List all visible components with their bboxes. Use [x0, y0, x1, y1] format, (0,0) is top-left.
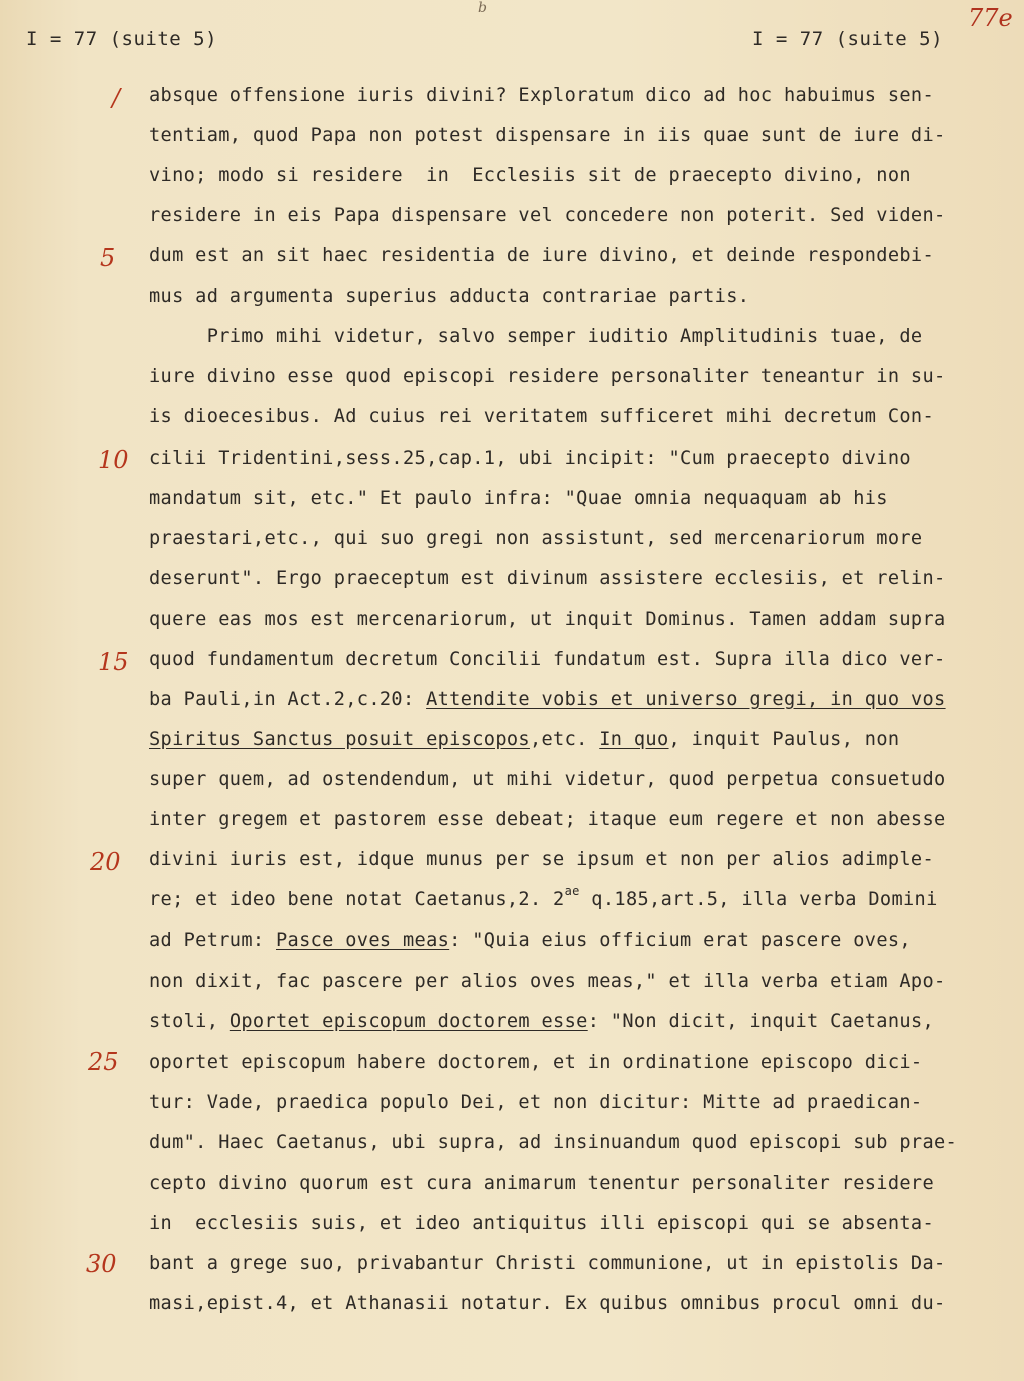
text-line: bant a grege suo, privabantur Christi communione, ut in epistolis Da- [149, 1253, 946, 1274]
margin-number-1: / [112, 84, 121, 112]
margin-number-5: 5 [100, 244, 116, 272]
text-line: divini iuris est, idque munus per se ipsum et non per alios adimple- [149, 849, 935, 870]
text-line: mus ad argumenta superius adducta contrariae partis. [149, 286, 750, 307]
text-line: masi,epist.4, et Athanasii notatur. Ex quibus omnibus procul omni du- [149, 1293, 946, 1314]
text-line: quod fundamentum decretum Concilii fundatum est. Supra illa dico ver- [149, 649, 946, 670]
text-line: stoli, Oportet episcopum doctorem esse: "Non dicit, inquit Caetanus, [149, 1011, 935, 1032]
underlined-citation: Oportet episcopum doctorem esse [229, 1011, 588, 1032]
text-line: vino; modo si residere in Ecclesiis sit de praecepto divino, non [149, 165, 911, 186]
text-line: deserunt". Ergo praeceptum est divinum assistere ecclesiis, et relin- [149, 568, 946, 589]
text-line: mandatum sit, etc." Et paulo infra: "Quae omnia nequaquam ab his [149, 488, 888, 509]
underlined-citation: In quo [599, 729, 669, 750]
margin-number-20: 20 [90, 848, 121, 876]
text-line: cilii Tridentini,sess.25,cap.1, ubi incipit: "Cum praecepto divino [149, 448, 911, 469]
text-line: Spiritus Sanctus posuit episcopos,etc. In quo, inquit Paulus, non [149, 729, 900, 750]
text-line: cepto divino quorum est cura animarum tenentur personaliter residere [149, 1173, 935, 1194]
margin-number-15: 15 [98, 648, 129, 676]
margin-number-10: 10 [98, 446, 129, 474]
text-line: tentiam, quod Papa non potest dispensare in iis quae sunt de iure di- [149, 125, 946, 146]
text-line: in ecclesiis suis, et ideo antiquitus illi episcopi qui se absenta- [149, 1213, 935, 1234]
margin-number-30: 30 [86, 1250, 117, 1278]
margin-number-25: 25 [88, 1048, 119, 1076]
text-line: tur: Vade, praedica populo Dei, et non dicitur: Mitte ad praedican- [149, 1092, 923, 1113]
text-line: is dioecesibus. Ad cuius rei veritatem sufficeret mihi decretum Con- [149, 406, 935, 427]
text-line: Primo mihi videtur, salvo semper iuditio Amplitudinis tuae, de [149, 326, 923, 347]
underlined-citation: Spiritus Sanctus posuit episcopos [149, 729, 530, 750]
text-line: residere in eis Papa dispensare vel concedere non poterit. Sed viden- [149, 205, 946, 226]
text-line: absque offensione iuris divini? Exploratum dico ad hoc habuimus sen- [149, 85, 935, 106]
text-line: super quem, ad ostendendum, ut mihi videtur, quod perpetua consuetudo [149, 769, 946, 790]
text-line: dum". Haec Caetanus, ubi supra, ad insinuandum quod episcopi sub prae- [149, 1132, 958, 1153]
text-line: non dixit, fac pascere per alios oves meas," et illa verba etiam Apo- [149, 971, 946, 992]
pencil-mark: b [478, 0, 487, 16]
text-line: re; et ideo bene notat Caetanus,2. $2^{ae}$ q.185,art.5, illa verba Domini [149, 884, 938, 910]
handwritten-page-number: 77e [968, 4, 1013, 32]
text-line: ad Petrum: Pasce oves meas: "Quia eius officium erat pascere oves, [149, 930, 911, 951]
text-line: praestari,etc., qui suo gregi non assistunt, sed mercenariorum more [149, 528, 923, 549]
text-line: quere eas mos est mercenariorum, ut inquit Dominus. Tamen addam supra [149, 609, 946, 630]
text-line: oportet episcopum habere doctorem, et in ordinatione episcopo dici- [149, 1052, 923, 1073]
text-line: dum est an sit haec residentia de iure divino, et deinde respondebi- [149, 245, 935, 266]
text-line: inter gregem et pastorem esse debeat; itaque eum regere et non abesse [149, 809, 946, 830]
text-line: ba Pauli,in Act.2,c.20: Attendite vobis et universo gregi, in quo vos [149, 689, 946, 710]
underlined-citation: Attendite vobis et universo gregi, in quo vos [426, 689, 946, 710]
header-right: I = 77 (suite 5) [752, 28, 944, 50]
underlined-citation: Pasce oves meas [276, 930, 450, 951]
header-left: I = 77 (suite 5) [26, 28, 218, 50]
text-line: iure divino esse quod episcopi residere personaliter teneantur in su- [149, 366, 946, 387]
superscript: ae [564, 884, 580, 898]
